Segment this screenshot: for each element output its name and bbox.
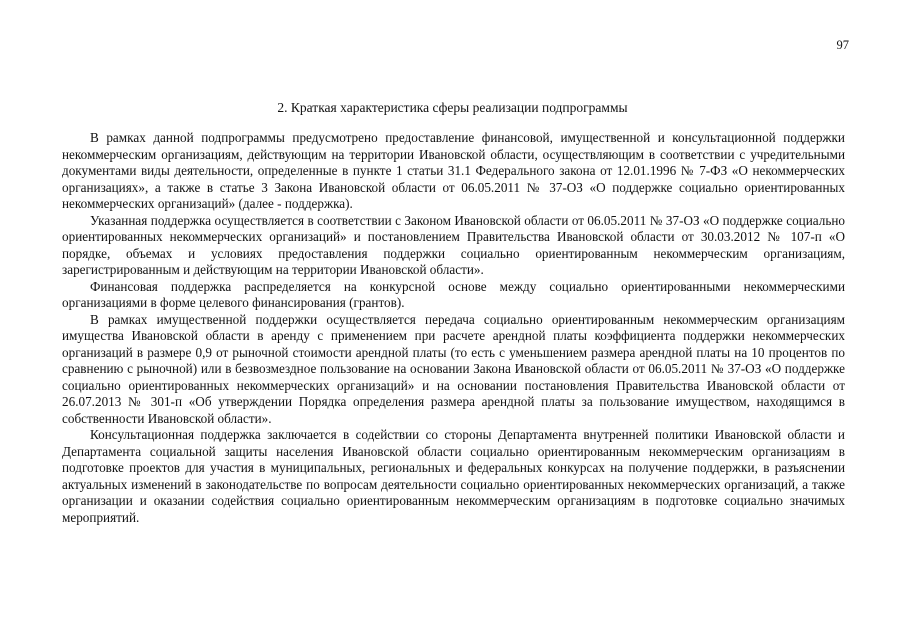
section-title: 2. Краткая характеристика сферы реализации подпрограммы xyxy=(277,100,628,115)
document-body xyxy=(62,130,845,526)
page-number: 97 xyxy=(836,38,849,52)
paragraph-consulting-support: Консультационная поддержка заключается в содействии со стороны Департамента внутренней политики Ивановской области и Департамента социальной защиты населения Ивановской области социально ориентированным некоммерческим организациям в подготовке проектов для участия в муниципальных, региональных и федеральных конкурсах на получение поддержки, в разъяснении актуальных изменений в законодательстве по вопросам деятельности социально ориентированных некоммерческих организаций, а также организации и оказании содействия социально ориентированным некоммерческим организациям в подготовке социально значимых мероприятий. xyxy=(62,427,845,525)
paragraph-property-support: В рамках имущественной поддержки осуществляется передача социально ориентированным некоммерческим организациям имущества Ивановской области в аренду с применением при расчете арендной платы коэффициента поддержки некоммерческих организаций в размере 0,9 от рыночной стоимости арендной платы (то есть с уменьшением размера арендной платы на 10 процентов по сравнению с рыночной) или в безвозмездное пользование на основании Закона Ивановской области от 06.05.2011 № 37-ОЗ «О поддержке социально ориентированных некоммерческих организаций» и на основании постановления Правительства Ивановской области от 26.07.2013 № 301-п «Об утверждении Порядка определения размера арендной платы за пользование имуществом, находящимся в собственности Ивановской области». xyxy=(62,311,845,426)
paragraph-legal-basis: Указанная поддержка осуществляется в соответствии с Законом Ивановской области от 06.05.2011 № 37-ОЗ «О поддержке социально ориентированных некоммерческих организаций» и постановлением Правительства Ивановской области от 30.03.2012 № 107-п «О порядке, объемах и условиях предоставления поддержки социально ориентированным некоммерческим организациям, зарегистрированным и действующим на территории Ивановской области». xyxy=(62,212,845,277)
paragraph-general: В рамках данной подпрограммы предусмотрено предоставление финансовой, имущественной и консультационной поддержки некоммерческим организациям, действующим на территории Ивановской области, осуществляющим в соответствии с учредительными документами виды деятельности, определенные в пункте 1 статьи 31.1 Федерального закона от 12.01.1996 № 7-ФЗ «О некоммерческих организациях», а также в статье 3 Закона Ивановской области от 06.05.2011 № 37-ОЗ «О поддержке социально ориентированных некоммерческих организаций» (далее - поддержка). xyxy=(62,130,845,211)
paragraph-financial-support: Финансовая поддержка распределяется на конкурсной основе между социально ориентированными некоммерческими организациями в форме целевого финансирования (грантов). xyxy=(62,278,845,310)
